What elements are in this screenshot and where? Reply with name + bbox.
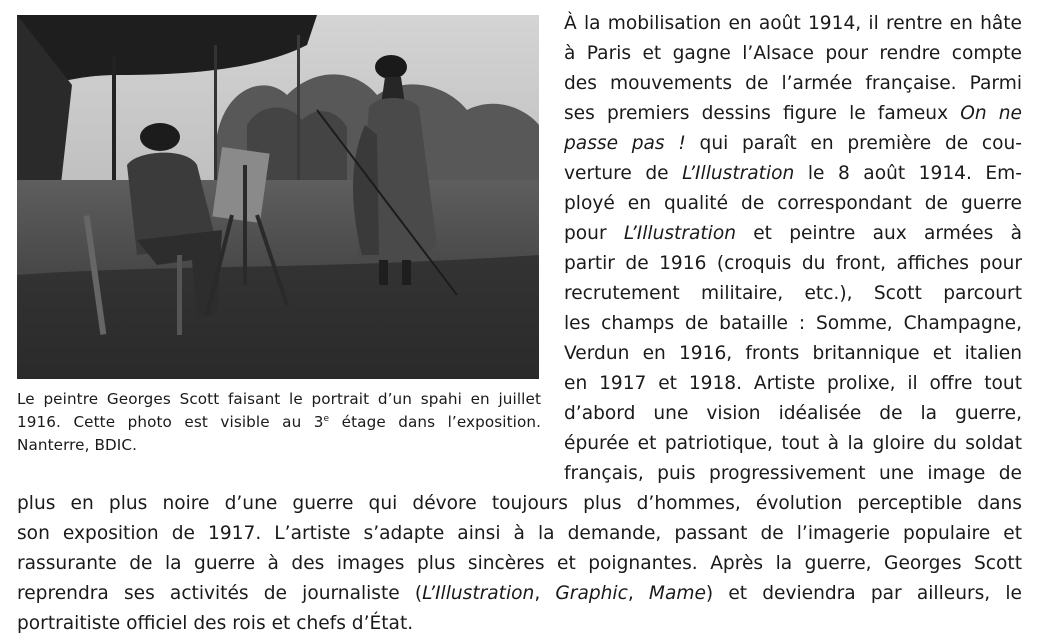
article-line bbox=[564, 159, 1022, 189]
article-line bbox=[564, 339, 1022, 369]
text-segment: épurée et patriotique, tout à la gloire du soldat bbox=[564, 433, 1022, 454]
text-segment: le 8 août 1914. Em- bbox=[794, 163, 1022, 184]
text-segment: et peintre aux armées à bbox=[736, 223, 1022, 244]
text-segment: reprendra ses activités de journaliste ( bbox=[17, 583, 423, 604]
caption-text: Le peintre Georges Scott faisant le portrait d’un spahi en juillet 1916. Cette photo est visible au 3 bbox=[17, 390, 541, 431]
text-segment: À la mobilisation en août 1914, il rentre en hâte bbox=[564, 13, 1022, 34]
text-segment: son exposition de 1917. L’artiste s’adapte ainsi à la demande, passant de l’imagerie populaire et bbox=[17, 523, 1022, 544]
text-segment: , bbox=[534, 583, 556, 604]
article-line bbox=[17, 489, 1022, 519]
article-line bbox=[564, 9, 1022, 39]
article-line bbox=[564, 39, 1022, 69]
article-line bbox=[17, 609, 1022, 639]
text-segment: plus en plus noire d’une guerre qui dévore toujours plus d’hommes, évolution perceptible dans bbox=[17, 493, 1022, 514]
italic-text: Graphic bbox=[555, 583, 628, 604]
text-segment: portraitiste officiel des rois et chefs d’État. bbox=[17, 613, 414, 634]
text-segment: d’abord une vision idéalisée de la guerre, bbox=[564, 403, 1022, 424]
caption-superscript: e bbox=[323, 413, 330, 424]
article-line bbox=[564, 69, 1022, 99]
italic-text: L’Illustration bbox=[623, 223, 737, 244]
italic-text: L’Illustration bbox=[422, 583, 535, 604]
text-segment: Verdun en 1916, fronts britannique et italien bbox=[564, 343, 1022, 364]
article-line bbox=[564, 219, 1022, 249]
text-segment: des mouvements de l’armée française. Parmi bbox=[564, 73, 1022, 94]
article-line bbox=[564, 459, 1022, 489]
italic-text: On ne bbox=[960, 103, 1022, 124]
italic-text: L’Illustration bbox=[682, 163, 795, 184]
text-segment: français, puis progressivement une image de bbox=[564, 463, 1022, 484]
text-segment: rassurante de la guerre à des images plus sincères et poignantes. Après la guerre, Georges Scott bbox=[17, 553, 1022, 574]
text-segment: à Paris et gagne l’Alsace pour rendre compte bbox=[564, 43, 1022, 64]
text-segment: en 1917 et 1918. Artiste prolixe, il offre tout bbox=[564, 373, 1022, 394]
article-line bbox=[564, 189, 1022, 219]
historical-photo bbox=[17, 15, 539, 379]
text-segment: ses premiers dessins figure le fameux bbox=[564, 103, 961, 124]
text-segment: pour bbox=[564, 223, 624, 244]
article-line bbox=[17, 519, 1022, 549]
text-segment: verture de bbox=[564, 163, 683, 184]
text-segment: les champs de bataille : Somme, Champagne, bbox=[564, 313, 1022, 334]
italic-text: Mame bbox=[648, 583, 706, 604]
photo-painter-and-spahi bbox=[17, 15, 539, 379]
italic-text: passe pas ! bbox=[564, 133, 686, 154]
article-line bbox=[564, 309, 1022, 339]
article-line bbox=[564, 249, 1022, 279]
article-line bbox=[564, 429, 1022, 459]
article-line bbox=[564, 399, 1022, 429]
article-line bbox=[564, 279, 1022, 309]
caption-text-end: étage dans l’exposition. Nanterre, BDIC. bbox=[17, 413, 542, 454]
article-line bbox=[564, 369, 1022, 399]
text-segment: partir de 1916 (croquis du front, affiches pour bbox=[564, 253, 1022, 274]
text-segment: , bbox=[627, 583, 649, 604]
text-segment: qui paraît en première de cou- bbox=[685, 133, 1022, 154]
text-segment: ) et deviendra par ailleurs, le bbox=[705, 583, 1022, 604]
article-line bbox=[17, 579, 1022, 609]
article-line bbox=[564, 99, 1022, 129]
article-line bbox=[17, 549, 1022, 579]
photo-caption bbox=[17, 388, 541, 457]
text-segment: recrutement militaire, etc.), Scott parcourt bbox=[564, 283, 1022, 304]
text-segment: ployé en qualité de correspondant de guerre bbox=[564, 193, 1022, 214]
article-line bbox=[564, 129, 1022, 159]
